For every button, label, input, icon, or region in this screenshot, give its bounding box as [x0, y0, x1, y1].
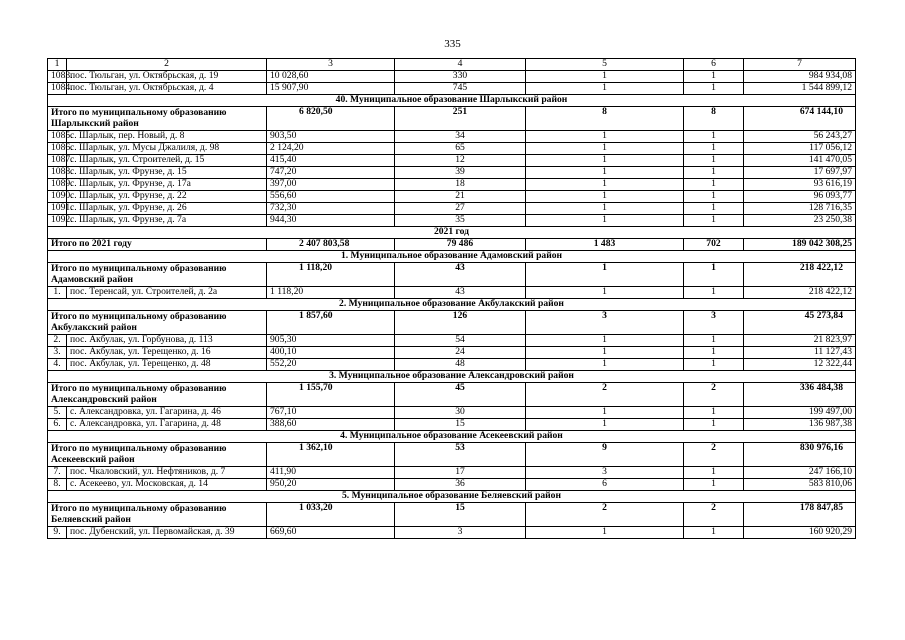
total-col5: 1 483 [526, 239, 684, 251]
col6-cell: 1 [684, 203, 744, 215]
cost-cell: 199 497,00 [744, 407, 856, 419]
col6-cell: 1 [684, 359, 744, 371]
total-area: 1 155,70 [267, 383, 395, 407]
address-cell: пос. Акбулак, ул. Терещенко, д. 48 [67, 359, 267, 371]
total-cost: 189 042 308,25 [744, 239, 856, 251]
people-cell: 43 [395, 287, 526, 299]
year-total-row [48, 239, 856, 251]
col5-cell: 1 [526, 167, 684, 179]
table-row [48, 143, 856, 155]
address-cell: с. Александровка, ул. Гагарина, д. 46 [67, 407, 267, 419]
row-number: 1092. [48, 215, 67, 227]
column-number-header [48, 59, 856, 71]
row-number: 1084. [48, 83, 67, 95]
people-cell: 48 [395, 359, 526, 371]
col5-cell: 1 [526, 155, 684, 167]
people-cell: 36 [395, 479, 526, 491]
district-total-row [48, 383, 856, 407]
people-cell: 12 [395, 155, 526, 167]
row-number: 1085. [48, 131, 67, 143]
table-row [48, 479, 856, 491]
total-col6: 8 [684, 107, 744, 131]
total-area: 1 362,10 [267, 443, 395, 467]
total-people: 45 [395, 383, 526, 407]
total-cost: 830 976,16 [744, 443, 856, 467]
total-label: Итого по 2021 году [48, 239, 267, 251]
col6-cell: 1 [684, 419, 744, 431]
area-cell: 388,60 [267, 419, 395, 431]
cost-cell: 136 987,38 [744, 419, 856, 431]
table-row [48, 155, 856, 167]
table-row [48, 407, 856, 419]
people-cell: 745 [395, 83, 526, 95]
total-people: 126 [395, 311, 526, 335]
section-heading-row [48, 371, 856, 383]
cost-cell: 128 716,35 [744, 203, 856, 215]
total-col6: 2 [684, 383, 744, 407]
column-number: 4 [395, 59, 526, 71]
cost-cell: 12 322,44 [744, 359, 856, 371]
cost-cell: 96 093,77 [744, 191, 856, 203]
row-number: 8. [48, 479, 67, 491]
col6-cell: 1 [684, 155, 744, 167]
area-cell: 411,90 [267, 467, 395, 479]
people-cell: 54 [395, 335, 526, 347]
col6-cell: 1 [684, 71, 744, 83]
col5-cell: 1 [526, 335, 684, 347]
col5-cell: 1 [526, 191, 684, 203]
row-number: 1086. [48, 143, 67, 155]
address-cell: с. Шарлык, ул. Мусы Джалиля, д. 98 [67, 143, 267, 155]
cost-cell: 93 616,19 [744, 179, 856, 191]
people-cell: 18 [395, 179, 526, 191]
total-people: 43 [395, 263, 526, 287]
address-cell: с. Шарлык, ул. Фрунзе, д. 7а [67, 215, 267, 227]
address-cell: с. Шарлык, ул. Фрунзе, д. 26 [67, 203, 267, 215]
table-row [48, 419, 856, 431]
col5-cell: 1 [526, 419, 684, 431]
total-label: Итого по муниципальному образованию Акбулакский район [48, 311, 267, 335]
area-cell: 400,10 [267, 347, 395, 359]
table-row [48, 71, 856, 83]
area-cell: 732,30 [267, 203, 395, 215]
table-row [48, 287, 856, 299]
area-cell: 905,30 [267, 335, 395, 347]
cost-cell: 583 810,06 [744, 479, 856, 491]
cost-cell: 117 056,12 [744, 143, 856, 155]
section-heading-row [48, 95, 856, 107]
people-cell: 27 [395, 203, 526, 215]
total-label: Итого по муниципальному образованию Асекеевский район [48, 443, 267, 467]
row-number: 1083. [48, 71, 67, 83]
address-cell: с. Шарлык, ул. Фрунзе, д. 17а [67, 179, 267, 191]
col6-cell: 1 [684, 527, 744, 539]
col5-cell: 1 [526, 203, 684, 215]
people-cell: 15 [395, 419, 526, 431]
col6-cell: 1 [684, 287, 744, 299]
table-row [48, 359, 856, 371]
col6-cell: 1 [684, 215, 744, 227]
people-cell: 17 [395, 467, 526, 479]
area-cell: 15 907,90 [267, 83, 395, 95]
row-number: 4. [48, 359, 67, 371]
total-col5: 2 [526, 503, 684, 527]
total-cost: 674 144,10 [744, 107, 856, 131]
total-col6: 2 [684, 503, 744, 527]
table-row [48, 131, 856, 143]
people-cell: 24 [395, 347, 526, 359]
row-number: 1088. [48, 167, 67, 179]
column-number: 1 [48, 59, 67, 71]
total-col5: 2 [526, 383, 684, 407]
col5-cell: 1 [526, 407, 684, 419]
total-people: 53 [395, 443, 526, 467]
district-total-row [48, 263, 856, 287]
table-row [48, 467, 856, 479]
total-area: 1 118,20 [267, 263, 395, 287]
housing-program-table [47, 58, 856, 539]
address-cell: пос. Тюльган, ул. Октябрьская, д. 19 [67, 71, 267, 83]
col5-cell: 1 [526, 179, 684, 191]
col5-cell: 1 [526, 527, 684, 539]
col5-cell: 3 [526, 467, 684, 479]
col6-cell: 1 [684, 167, 744, 179]
table-row [48, 527, 856, 539]
col6-cell: 1 [684, 407, 744, 419]
col6-cell: 1 [684, 179, 744, 191]
total-area: 6 820,50 [267, 107, 395, 131]
address-cell: пос. Тюльган, ул. Октябрьская, д. 4 [67, 83, 267, 95]
address-cell: пос. Акбулак, ул. Терещенко, д. 16 [67, 347, 267, 359]
cost-cell: 23 250,38 [744, 215, 856, 227]
people-cell: 330 [395, 71, 526, 83]
section-title: 40. Муниципальное образование Шарлыкский район [48, 95, 856, 107]
section-heading-row [48, 431, 856, 443]
cost-cell: 218 422,12 [744, 287, 856, 299]
total-area: 1 857,60 [267, 311, 395, 335]
column-number: 7 [744, 59, 856, 71]
total-area: 1 033,20 [267, 503, 395, 527]
section-heading-row [48, 299, 856, 311]
section-title: 4. Муниципальное образование Асекеевский район [48, 431, 856, 443]
table-row [48, 203, 856, 215]
row-number: 9. [48, 527, 67, 539]
column-number: 6 [684, 59, 744, 71]
col6-cell: 1 [684, 131, 744, 143]
cost-cell: 11 127,43 [744, 347, 856, 359]
col6-cell: 1 [684, 83, 744, 95]
col6-cell: 1 [684, 479, 744, 491]
row-number: 2. [48, 335, 67, 347]
district-total-row [48, 107, 856, 131]
col5-cell: 1 [526, 71, 684, 83]
col5-cell: 6 [526, 479, 684, 491]
total-col6: 2 [684, 443, 744, 467]
section-title: 3. Муниципальное образование Александровский район [48, 371, 856, 383]
people-cell: 21 [395, 191, 526, 203]
total-col5: 9 [526, 443, 684, 467]
col5-cell: 1 [526, 359, 684, 371]
col5-cell: 1 [526, 143, 684, 155]
district-total-row [48, 443, 856, 467]
total-people: 251 [395, 107, 526, 131]
cost-cell: 17 697,97 [744, 167, 856, 179]
total-label: Итого по муниципальному образованию Шарлыкский район [48, 107, 267, 131]
table-row [48, 167, 856, 179]
area-cell: 767,10 [267, 407, 395, 419]
area-cell: 669,60 [267, 527, 395, 539]
table-row [48, 347, 856, 359]
cost-cell: 247 166,10 [744, 467, 856, 479]
area-cell: 950,20 [267, 479, 395, 491]
page-number: 335 [444, 38, 461, 50]
total-cost: 178 847,85 [744, 503, 856, 527]
section-heading-row [48, 491, 856, 503]
section-title: 2. Муниципальное образование Акбулакский район [48, 299, 856, 311]
row-number: 7. [48, 467, 67, 479]
address-cell: с. Александровка, ул. Гагарина, д. 48 [67, 419, 267, 431]
table-row [48, 215, 856, 227]
table-row [48, 179, 856, 191]
cost-cell: 56 243,27 [744, 131, 856, 143]
row-number: 1090. [48, 191, 67, 203]
row-number: 1091. [48, 203, 67, 215]
col5-cell: 1 [526, 215, 684, 227]
address-cell: с. Шарлык, ул. Строителей, д. 15 [67, 155, 267, 167]
area-cell: 1 118,20 [267, 287, 395, 299]
col5-cell: 1 [526, 83, 684, 95]
area-cell: 903,50 [267, 131, 395, 143]
people-cell: 39 [395, 167, 526, 179]
area-cell: 397,00 [267, 179, 395, 191]
people-cell: 35 [395, 215, 526, 227]
table-row [48, 335, 856, 347]
col6-cell: 1 [684, 191, 744, 203]
total-col5: 1 [526, 263, 684, 287]
cost-cell: 1 544 899,12 [744, 83, 856, 95]
area-cell: 10 028,60 [267, 71, 395, 83]
people-cell: 34 [395, 131, 526, 143]
section-title: 1. Муниципальное образование Адамовский район [48, 251, 856, 263]
total-cost: 218 422,12 [744, 263, 856, 287]
col6-cell: 1 [684, 335, 744, 347]
cost-cell: 21 823,97 [744, 335, 856, 347]
address-cell: с. Шарлык, ул. Фрунзе, д. 22 [67, 191, 267, 203]
row-number: 6. [48, 419, 67, 431]
total-people: 15 [395, 503, 526, 527]
cost-cell: 141 470,05 [744, 155, 856, 167]
row-number: 1087. [48, 155, 67, 167]
total-col6: 1 [684, 263, 744, 287]
column-number: 3 [267, 59, 395, 71]
address-cell: пос. Акбулак, ул. Горбунова, д. 113 [67, 335, 267, 347]
section-title: 5. Муниципальное образование Беляевский район [48, 491, 856, 503]
total-col6: 702 [684, 239, 744, 251]
column-number: 2 [67, 59, 267, 71]
address-cell: пос. Чкаловский, ул. Нефтяников, д. 7 [67, 467, 267, 479]
district-total-row [48, 503, 856, 527]
area-cell: 747,20 [267, 167, 395, 179]
row-number: 5. [48, 407, 67, 419]
cost-cell: 160 920,29 [744, 527, 856, 539]
total-label: Итого по муниципальному образованию Адамовский район [48, 263, 267, 287]
total-label: Итого по муниципальному образованию Беляевский район [48, 503, 267, 527]
row-number: 3. [48, 347, 67, 359]
section-title: 2021 год [48, 227, 856, 239]
total-cost: 45 273,84 [744, 311, 856, 335]
address-cell: пос. Дубенский, ул. Первомайская, д. 39 [67, 527, 267, 539]
table-row [48, 83, 856, 95]
table-row [48, 191, 856, 203]
section-heading-row [48, 251, 856, 263]
area-cell: 944,30 [267, 215, 395, 227]
people-cell: 3 [395, 527, 526, 539]
area-cell: 415,40 [267, 155, 395, 167]
address-cell: с. Асекеево, ул. Московская, д. 14 [67, 479, 267, 491]
address-cell: с. Шарлык, пер. Новый, д. 8 [67, 131, 267, 143]
total-col6: 3 [684, 311, 744, 335]
people-cell: 65 [395, 143, 526, 155]
total-area: 2 407 803,58 [267, 239, 395, 251]
column-number: 5 [526, 59, 684, 71]
total-people: 79 486 [395, 239, 526, 251]
total-label: Итого по муниципальному образованию Александровский район [48, 383, 267, 407]
total-cost: 336 484,38 [744, 383, 856, 407]
col6-cell: 1 [684, 467, 744, 479]
district-total-row [48, 311, 856, 335]
col6-cell: 1 [684, 143, 744, 155]
section-heading-row [48, 227, 856, 239]
col5-cell: 1 [526, 131, 684, 143]
address-cell: с. Шарлык, ул. Фрунзе, д. 15 [67, 167, 267, 179]
total-col5: 3 [526, 311, 684, 335]
col6-cell: 1 [684, 347, 744, 359]
col5-cell: 1 [526, 347, 684, 359]
row-number: 1. [48, 287, 67, 299]
people-cell: 30 [395, 407, 526, 419]
col5-cell: 1 [526, 287, 684, 299]
cost-cell: 984 934,08 [744, 71, 856, 83]
area-cell: 2 124,20 [267, 143, 395, 155]
total-col5: 8 [526, 107, 684, 131]
area-cell: 552,20 [267, 359, 395, 371]
row-number: 1089. [48, 179, 67, 191]
area-cell: 556,60 [267, 191, 395, 203]
address-cell: пос. Теренсай, ул. Строителей, д. 2а [67, 287, 267, 299]
